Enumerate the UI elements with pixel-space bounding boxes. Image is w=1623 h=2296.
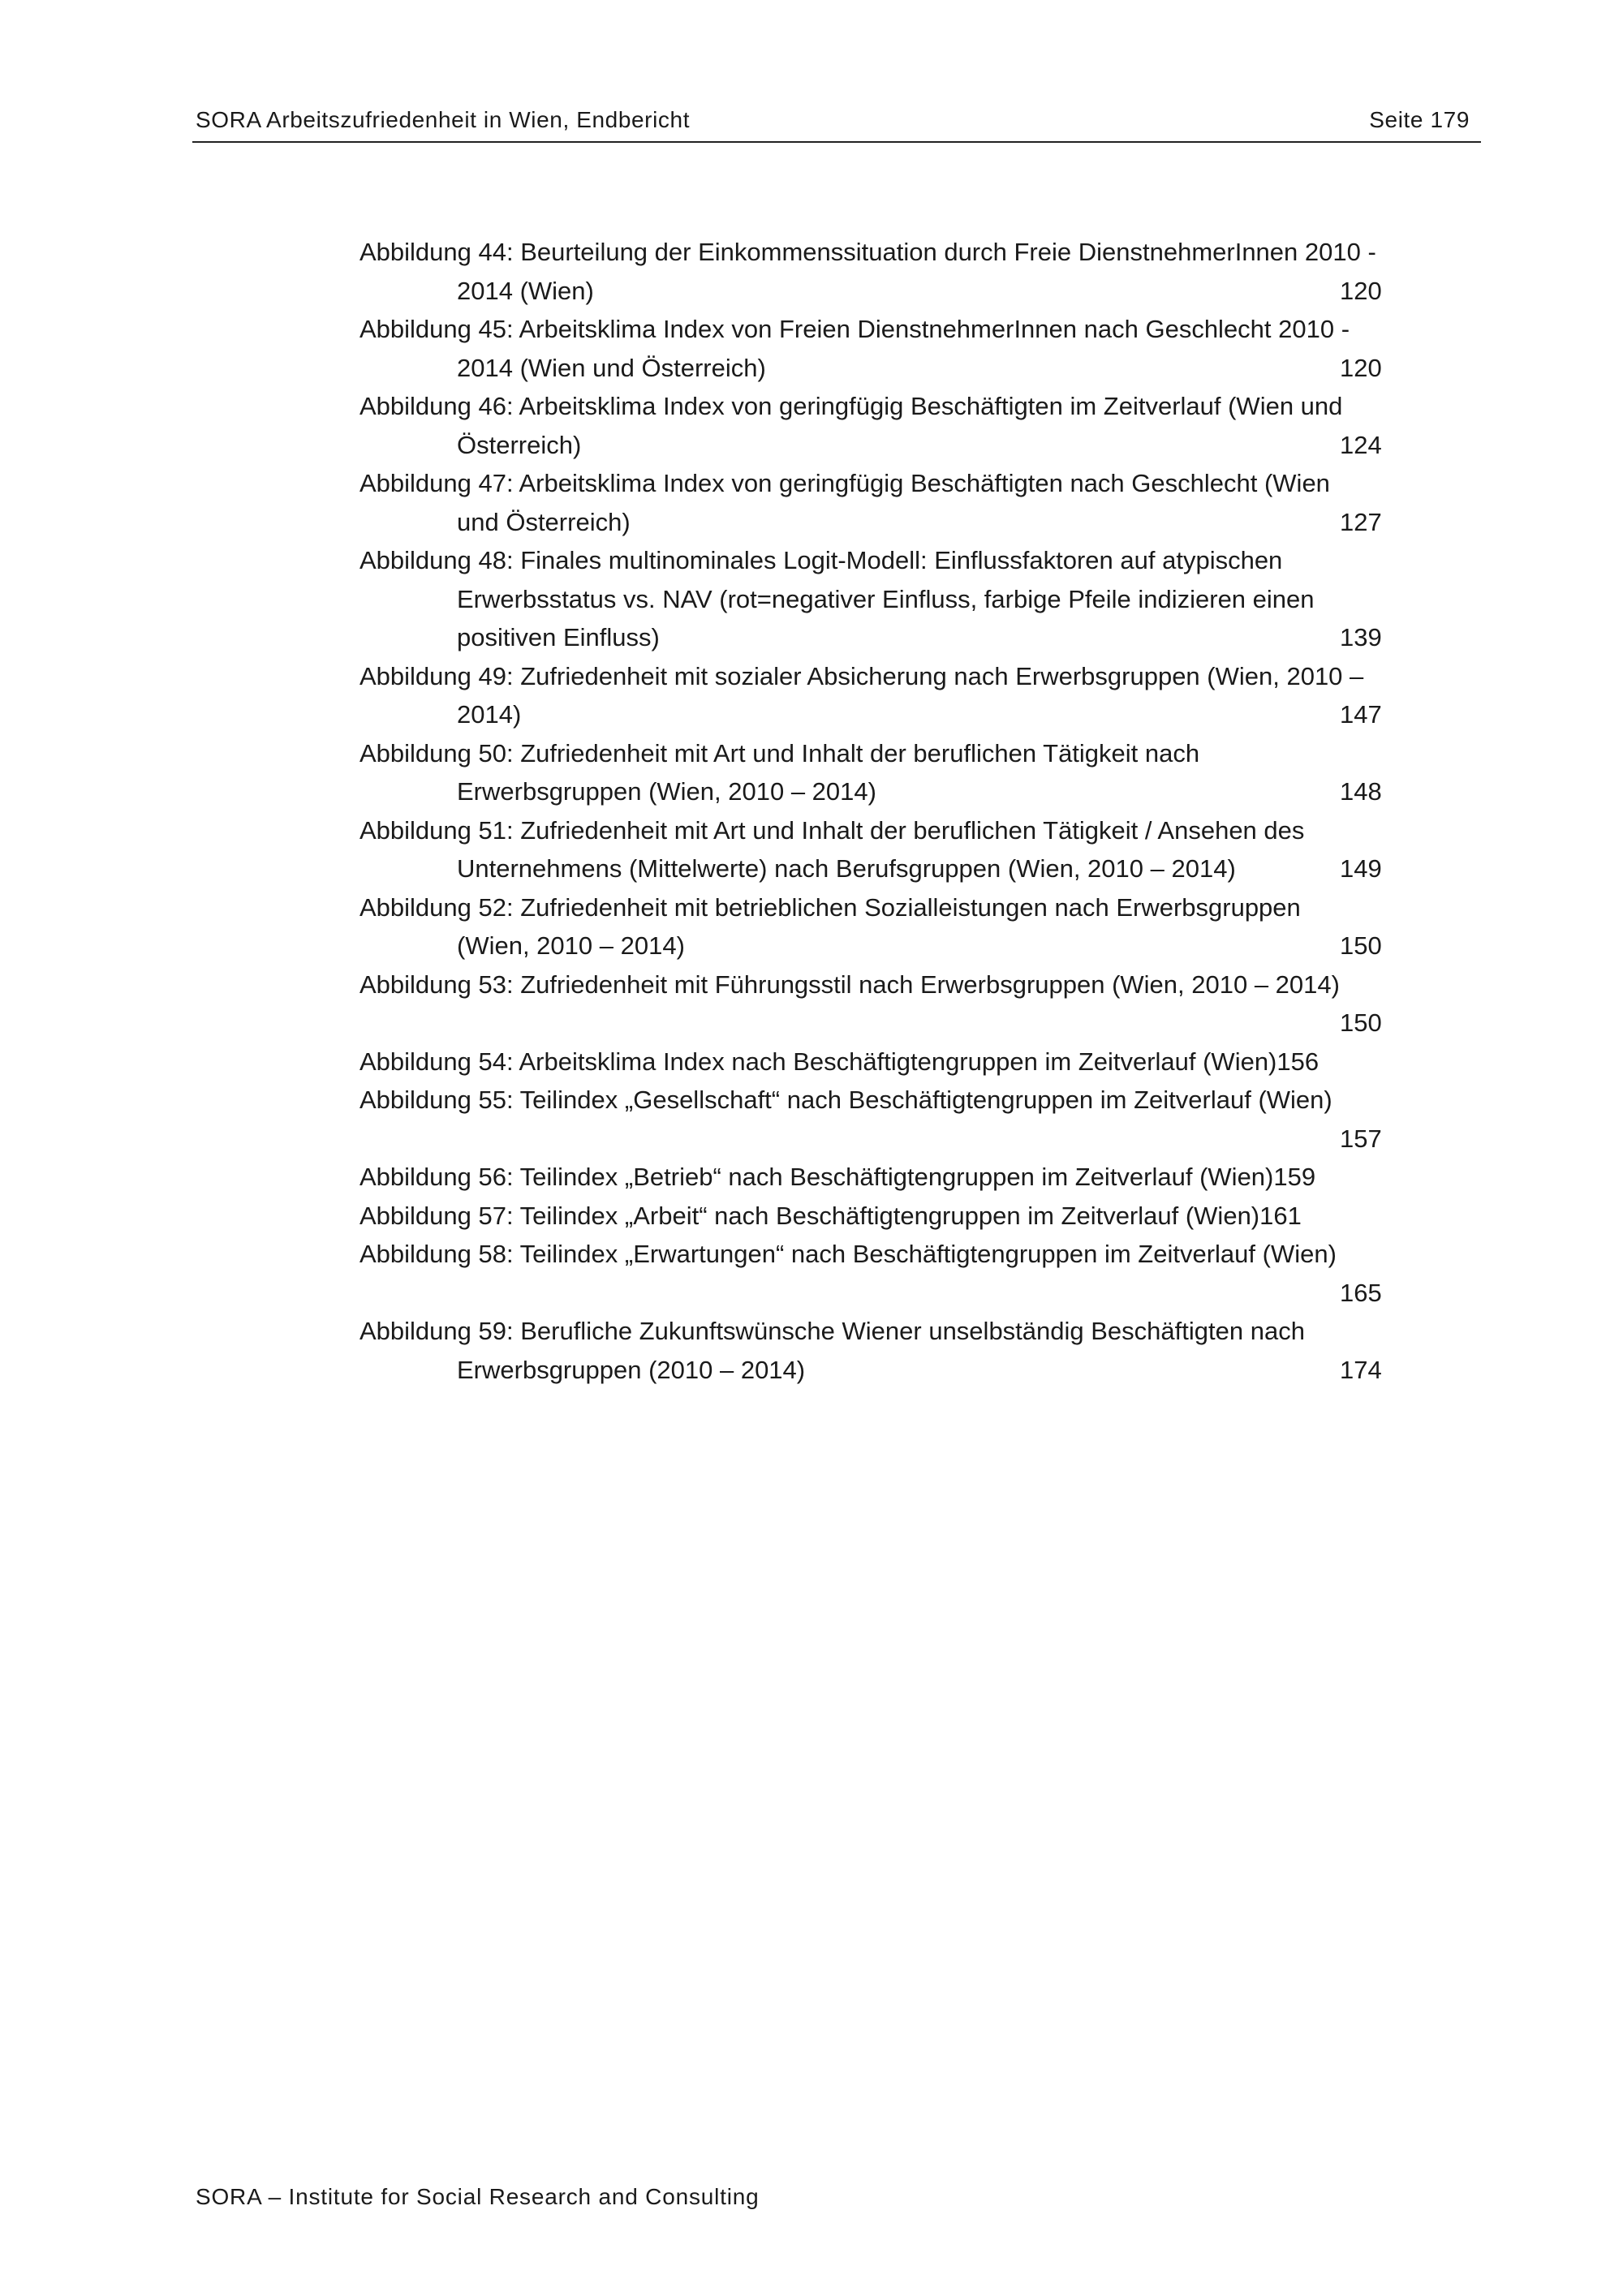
toc-entry-continuation	[359, 349, 1479, 388]
toc-entry-text: Abbildung 59: Berufliche Zukunftswünsche Wiener unselbständig Beschäftigten nach	[359, 1317, 1305, 1345]
toc-entry-text: Abbildung 46: Arbeitsklima Index von geringfügig Beschäftigten im Zeitverlauf (Wien und	[359, 392, 1343, 420]
toc-entry-text: Abbildung 57: Teilindex „Arbeit“ nach Beschäftigtengruppen im Zeitverlauf (Wien)161	[359, 1201, 1302, 1230]
toc-entry-text: Abbildung 47: Arbeitsklima Index von geringfügig Beschäftigten nach Geschlecht (Wien	[359, 469, 1330, 497]
toc-entry-title	[359, 965, 1479, 1004]
toc-entry-text: Erwerbsgruppen (Wien, 2010 – 2014)	[457, 777, 876, 806]
toc-entry[interactable]	[359, 233, 1479, 310]
toc-entry-continuation	[359, 1351, 1479, 1390]
toc-entry-continuation	[359, 1004, 1479, 1043]
toc-entry[interactable]	[359, 965, 1479, 1043]
toc-entry-text: Unternehmens (Mittelwerte) nach Berufsgruppen (Wien, 2010 – 2014)	[457, 854, 1236, 883]
toc-entry-text: 2014 (Wien und Österreich)	[457, 353, 766, 382]
toc-entry-text: Abbildung 44: Beurteilung der Einkommenssituation durch Freie DienstnehmerInnen 2010 -	[359, 238, 1376, 266]
toc-entry-page-number: 157	[1340, 1124, 1382, 1153]
toc-entry-text: Abbildung 58: Teilindex „Erwartungen“ nach Beschäftigtengruppen im Zeitverlauf (Wien)	[359, 1240, 1337, 1268]
toc-entry-text: Abbildung 49: Zufriedenheit mit sozialer Absicherung nach Erwerbsgruppen (Wien, 2010 –	[359, 661, 1364, 690]
toc-entry-page-number: 120	[1340, 353, 1382, 382]
toc-entry-continuation	[359, 849, 1479, 888]
toc-entry[interactable]	[359, 1312, 1479, 1389]
toc-entry[interactable]	[359, 1235, 1479, 1312]
toc-entry[interactable]	[359, 888, 1479, 965]
toc-entry-continuation	[359, 618, 1479, 657]
toc-entry-continuation	[359, 927, 1479, 965]
toc-entry-continuation	[359, 1274, 1479, 1313]
page-footer: SORA – Institute for Social Research and Consulting	[196, 2184, 760, 2209]
toc-entry[interactable]	[359, 811, 1479, 888]
toc-entry-text: Abbildung 48: Finales multinominales Logit-Modell: Einflussfaktoren auf atypischen	[359, 546, 1283, 574]
toc-entry-title	[359, 464, 1479, 503]
toc-entry-title	[359, 657, 1479, 696]
toc-entry-text: Abbildung 56: Teilindex „Betrieb“ nach Beschäftigtengruppen im Zeitverlauf (Wien)159	[359, 1163, 1316, 1191]
toc-entry-continuation	[359, 695, 1479, 734]
toc-entry-title	[359, 541, 1479, 580]
toc-entry-text: 2014 (Wien)	[457, 276, 594, 305]
toc-entry-continuation	[359, 772, 1479, 811]
toc-entry-page-number: 139	[1340, 623, 1382, 651]
toc-entry-title	[359, 888, 1479, 927]
toc-entry-page-number: 165	[1340, 1278, 1382, 1307]
toc-entry-title	[359, 1312, 1479, 1351]
toc-entry-text: Erwerbsgruppen (2010 – 2014)	[457, 1355, 806, 1384]
toc-entry-text: Abbildung 52: Zufriedenheit mit betrieblichen Sozialleistungen nach Erwerbsgruppen	[359, 892, 1301, 922]
toc-entry[interactable]	[359, 1043, 1479, 1081]
toc-entry-continuation	[359, 272, 1479, 311]
toc-entry-page-number: 147	[1340, 700, 1382, 729]
toc-entry-text: 2014)	[457, 700, 522, 729]
toc-entry-text: Abbildung 50: Zufriedenheit mit Art und Inhalt der beruflichen Tätigkeit nach	[359, 738, 1200, 767]
toc-entry-title	[359, 387, 1479, 426]
toc-entry-continuation	[359, 580, 1479, 619]
toc-entry-text: Abbildung 45: Arbeitsklima Index von Freien DienstnehmerInnen nach Geschlecht 2010 -	[359, 315, 1350, 343]
toc-entry-page-number: 148	[1340, 777, 1382, 806]
toc-entry[interactable]	[359, 310, 1479, 387]
toc-entry[interactable]	[359, 734, 1479, 811]
toc-entry-title	[359, 1158, 1479, 1197]
toc-entry-text: Erwerbsstatus vs. NAV (rot=negativer Einfluss, farbige Pfeile indizieren einen	[457, 584, 1315, 613]
toc-entry-text: Abbildung 55: Teilindex „Gesellschaft“ nach Beschäftigtengruppen im Zeitverlauf (Wien)	[359, 1086, 1332, 1114]
toc-entry-page-number: 174	[1340, 1355, 1382, 1384]
page-number: Seite 179	[1369, 107, 1470, 132]
toc-entry[interactable]	[359, 464, 1479, 541]
toc-entry-continuation	[359, 426, 1479, 465]
toc-entry-text: Österreich)	[457, 430, 582, 459]
toc-entry[interactable]	[359, 1158, 1479, 1197]
toc-entry-page-number: 124	[1340, 430, 1382, 459]
toc-entry-continuation	[359, 1120, 1479, 1159]
toc-entry[interactable]	[359, 1081, 1479, 1158]
toc-entry-title	[359, 233, 1479, 272]
toc-entry-text: (Wien, 2010 – 2014)	[457, 931, 685, 960]
toc-entry-page-number: 150	[1340, 1008, 1382, 1037]
report-title: SORA Arbeitszufriedenheit in Wien, Endbericht	[196, 107, 691, 132]
toc-entry-text: und Österreich)	[457, 507, 631, 536]
page-header	[192, 104, 1481, 143]
figure-index-list	[359, 233, 1479, 1389]
toc-entry-text: positiven Einfluss)	[457, 623, 660, 651]
toc-entry[interactable]	[359, 387, 1479, 464]
toc-entry-title	[359, 310, 1479, 349]
toc-entry-page-number: 120	[1340, 276, 1382, 305]
toc-entry-title	[359, 1043, 1479, 1081]
toc-entry-title	[359, 1197, 1479, 1236]
toc-entry[interactable]	[359, 1197, 1479, 1236]
toc-entry-title	[359, 734, 1479, 773]
toc-entry[interactable]	[359, 541, 1479, 657]
toc-entry-title	[359, 1235, 1479, 1274]
toc-entry-title	[359, 811, 1479, 850]
toc-entry[interactable]	[359, 657, 1479, 734]
toc-entry-continuation	[359, 503, 1479, 542]
toc-entry-title	[359, 1081, 1479, 1120]
toc-entry-page-number: 127	[1340, 507, 1382, 536]
toc-entry-page-number: 150	[1340, 931, 1382, 960]
toc-entry-text: Abbildung 54: Arbeitsklima Index nach Beschäftigtengruppen im Zeitverlauf (Wien)156	[359, 1047, 1319, 1076]
toc-entry-text: Abbildung 53: Zufriedenheit mit Führungsstil nach Erwerbsgruppen (Wien, 2010 – 2014)	[359, 970, 1340, 999]
toc-entry-text: Abbildung 51: Zufriedenheit mit Art und Inhalt der beruflichen Tätigkeit / Ansehen des	[359, 815, 1305, 845]
toc-entry-page-number: 149	[1340, 854, 1382, 883]
